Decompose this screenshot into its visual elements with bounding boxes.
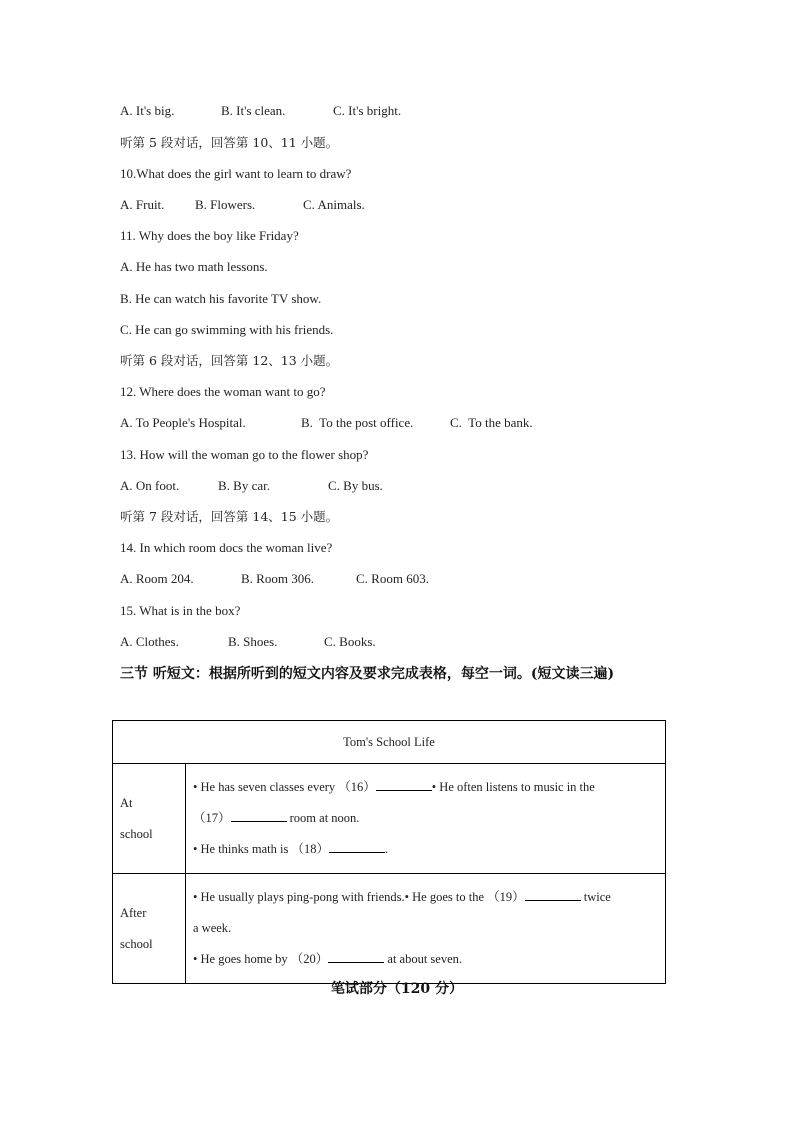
q15-option-b: B. Shoes. [228,634,278,649]
q12-option-b: B. To the post office. [301,415,414,430]
blank-16[interactable] [376,778,432,791]
item-text: room at noon. [286,811,360,825]
q13-option-b: B. By car. [218,478,270,493]
section3-heading: 三节 听短文：根据所听到的短文内容及要求完成表格，每空一词。(短文读三遍) [120,666,615,682]
q9-option-c: C. It's bright. [333,103,402,118]
item-text: twice [580,890,611,904]
q15-option-c: C. Books. [324,634,376,649]
item-text: • He thinks math is （18） [193,842,329,856]
item-text: at about seven. [384,952,463,966]
table-title: Tom's School Life [113,721,666,764]
q12-option-a: A. To People's Hospital. [120,415,246,430]
item-text: • He usually plays ping-pong with friends.• He goes to the （19） [193,890,525,904]
q12-option-c: C. To the bank. [450,415,533,430]
q12-question: 12. Where does the woman want to go? [120,384,326,399]
item-text: . [384,842,389,856]
section7-instruction: 听第 7 段对话，回答第 14、15 小题。 [120,509,339,524]
q9-option-a: A. It's big. [120,103,175,118]
written-part-heading: 笔试部分（120 分） [330,981,464,997]
row-label-after-school [113,874,186,984]
q11-question: 11. Why does the boy like Friday? [120,228,299,243]
q9-option-b: B. It's clean. [221,103,286,118]
q15-question: 15. What is in the box? [120,603,241,618]
blank-17[interactable] [231,809,287,822]
item-text: • He has seven classes every （16） [193,780,376,794]
q13-question: 13. How will the woman go to the flower shop? [120,447,369,462]
q11-option-c: C. He can go swimming with his friends. [120,322,334,337]
blank-20[interactable] [328,950,384,963]
item-text: （17） [193,811,231,825]
q10-option-a: A. Fruit. [120,197,165,212]
q11-option-a: A. He has two math lessons. [120,259,268,274]
blank-19[interactable] [525,888,581,901]
q11-option-b: B. He can watch his favorite TV show. [120,291,322,306]
item-text: • He goes home by （20） [193,952,329,966]
row-label-line: After [120,905,147,920]
item-text: • He often listens to music in the [431,780,595,794]
at-school-content [186,764,666,874]
q14-option-b: B. Room 306. [241,571,314,586]
row-label-at-school [113,764,186,874]
q10-option-c: C. Animals. [303,197,365,212]
section6-instruction: 听第 6 段对话，回答第 12、13 小题。 [120,353,339,368]
q10-option-b: B. Flowers. [195,197,256,212]
q14-option-c: C. Room 603. [356,571,429,586]
blank-18[interactable] [329,840,385,853]
section5-instruction: 听第 5 段对话，回答第 10、11 小题。 [120,135,339,150]
q13-option-a: A. On foot. [120,478,180,493]
q15-option-a: A. Clothes. [120,634,179,649]
q14-question: 14. In which room docs the woman live? [120,540,333,555]
q10-question: 10.What does the girl want to learn to draw? [120,166,352,181]
after-school-content [186,874,666,984]
item-text: a week. [193,921,232,935]
row-label-line: At [120,795,133,810]
row-label-line: school [120,936,153,951]
row-label-line: school [120,826,153,841]
school-life-table [112,720,666,984]
q13-option-c: C. By bus. [328,478,383,493]
q14-option-a: A. Room 204. [120,571,194,586]
